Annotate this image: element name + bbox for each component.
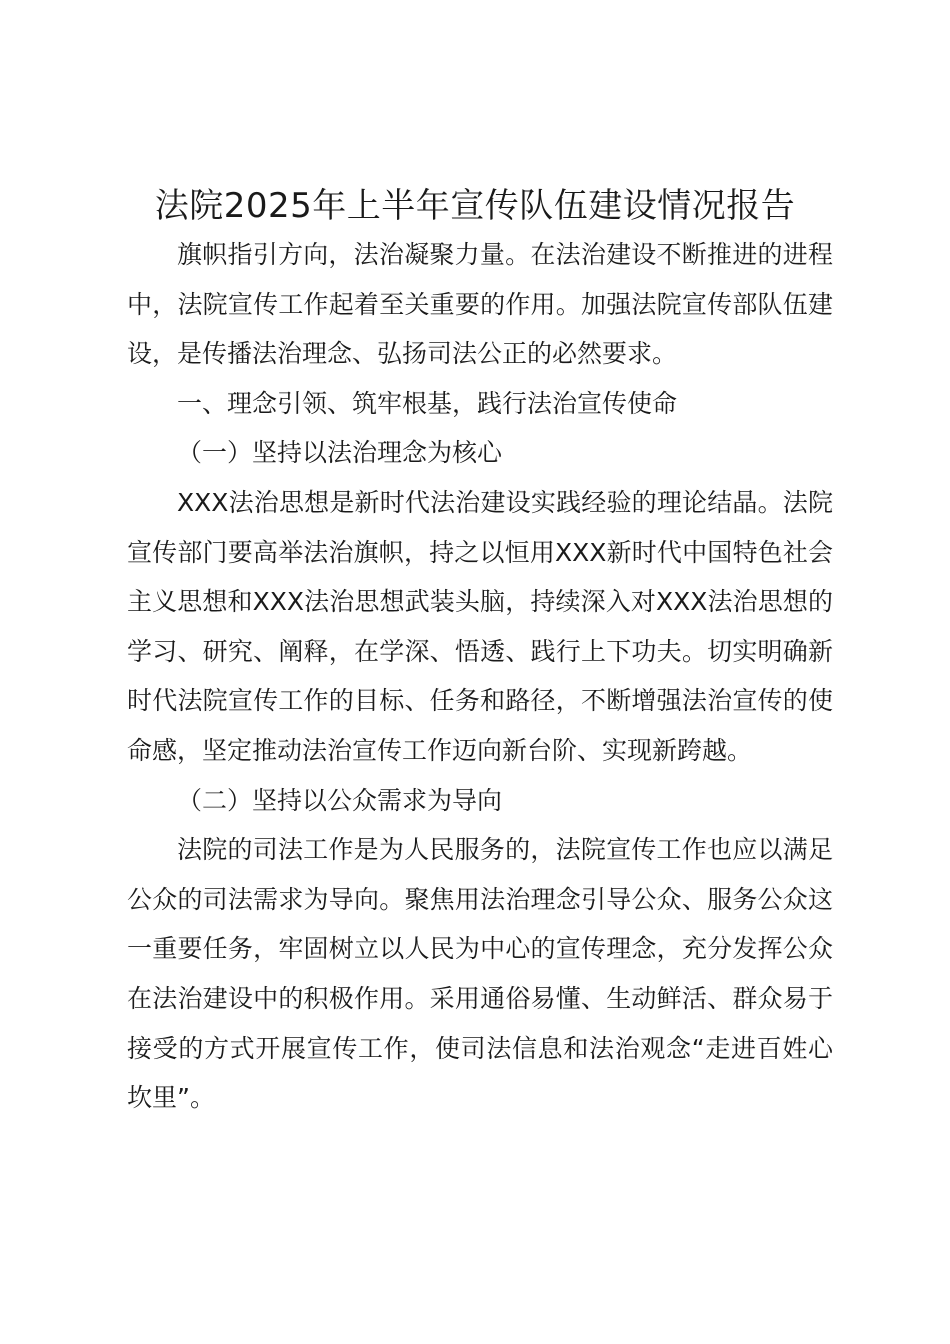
document-body <box>127 230 833 1123</box>
subsection-heading-1: （一）坚持以法治理念为核心 <box>177 438 503 468</box>
document-title: 法院2025年上半年宣传队伍建设情况报告 <box>154 186 796 226</box>
subsection-heading-2: （二）坚持以公众需求为导向 <box>177 785 503 815</box>
body-paragraph-1: XXX法治思想是新时代法治建设实践经验的理论结晶。法院宣传部门要高举法治旗帜，持之以恒用XXX新时代中国特色社会主义思想和XXX法治思想武装头脑，持续深入对XXX法治思想的学习、研究、阐释，在学深、悟透、践行上下功夫。切实明确新时代法院宣传工作的目标、任务和路径，不断增强法治宣传的使命感，坚定推动法治宣传工作迈向新台阶、实现新跨越。 <box>127 487 833 765</box>
intro-paragraph: 旗帜指引方向，法治凝聚力量。在法治建设不断推进的进程中，法院宣传工作起着至关重要的作用。加强法院宣传部队伍建设，是传播法治理念、弘扬司法公正的必然要求。 <box>127 240 833 369</box>
section-heading-1: 一、理念引领、筑牢根基，践行法治宣传使命 <box>177 388 678 418</box>
body-paragraph-2: 法院的司法工作是为人民服务的，法院宣传工作也应以满足公众的司法需求为导向。聚焦用法治理念引导公众、服务公众这一重要任务，牢固树立以人民为中心的宣传理念，充分发挥公众在法治建设中的积极作用。采用通俗易懂、生动鲜活、群众易于接受的方式开展宣传工作，使司法信息和法治观念“走进百姓心坎里”。 <box>127 835 833 1113</box>
